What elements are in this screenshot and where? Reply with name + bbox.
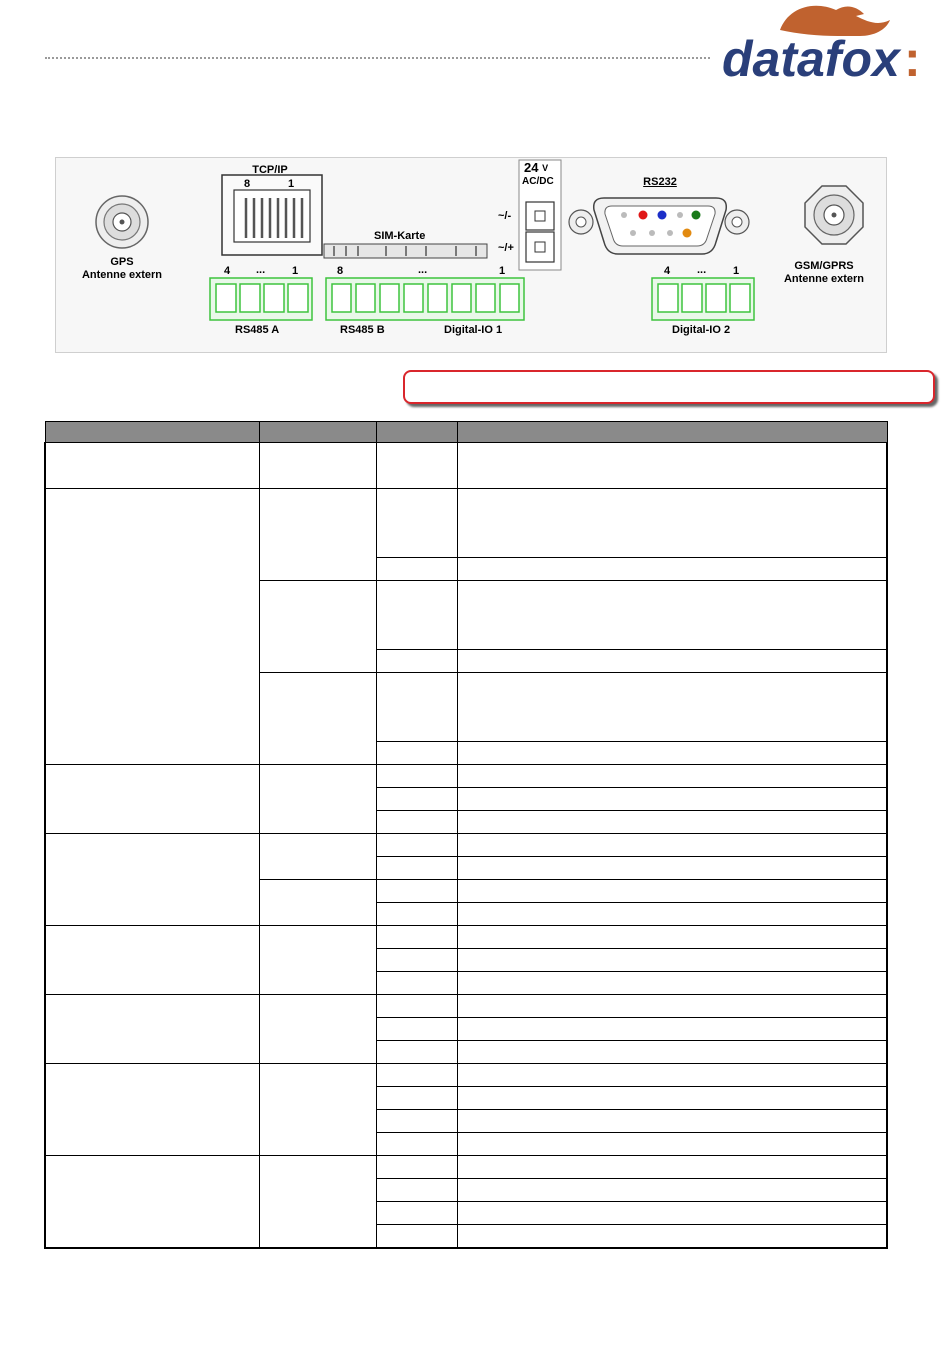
digio2-pin-left: 4 (664, 265, 671, 277)
gps-antenna-icon (96, 196, 148, 248)
logo-text: datafox (722, 31, 900, 87)
ethernet-port-icon (222, 175, 322, 255)
rs485a-pin-left: 4 (224, 265, 231, 277)
gsm-antenna-icon (805, 186, 863, 244)
table-row (45, 995, 887, 1018)
gsm-label: GSM/GPRS (794, 260, 854, 272)
power-voltage-label: 24 $^V$ (524, 160, 549, 175)
header-cell-2 (259, 422, 376, 443)
rs485a-terminal-icon (210, 278, 312, 320)
digital-io2-terminal-icon (652, 278, 754, 320)
digio2-pin-right: 1 (733, 265, 740, 277)
digio1-pin-dots: ... (418, 264, 428, 276)
digital-io1-terminal-icon (326, 278, 524, 320)
table-row (45, 489, 887, 558)
rs485a-label: RS485 A (235, 324, 280, 336)
rs485a-pin-right: 1 (292, 265, 299, 277)
sim-slot-icon (324, 244, 487, 258)
table-row (45, 1156, 887, 1179)
tcpip-label: TCP/IP (252, 164, 288, 176)
rs485a-pin-dots: ... (256, 264, 266, 276)
digio1-pin-left: 8 (337, 265, 344, 277)
tcpip-pin-8-label: 8 (244, 178, 251, 190)
table-row (45, 834, 887, 857)
digio1-pin-right: 1 (499, 265, 506, 277)
header-dotted-rule (45, 57, 710, 59)
power-plus-label: ~/+ (498, 242, 514, 254)
datafox-logo (718, 0, 938, 92)
tcpip-pin-1-label: 1 (288, 178, 295, 190)
table-row (45, 443, 887, 489)
digio2-pin-dots: ... (697, 264, 707, 276)
rs232-connector-icon (569, 198, 749, 254)
table-header-row (45, 422, 887, 443)
header-cell-3 (376, 422, 457, 443)
power-minus-label: ~/- (498, 210, 512, 222)
sim-label: SIM-Karte (374, 230, 426, 242)
header-cell-1 (45, 422, 259, 443)
pin-assignment-table (44, 421, 888, 1249)
rs232-label: RS232 (643, 176, 677, 188)
table-row (45, 765, 887, 788)
digio1-label: Digital-IO 1 (444, 324, 503, 336)
rs485b-label: RS485 B (340, 324, 385, 336)
red-callout-box (403, 370, 935, 404)
gps-sub-label: Antenne extern (81, 269, 163, 281)
logo-colon: : (904, 31, 921, 87)
header-cell-4 (457, 422, 887, 443)
device-connector-panel (55, 157, 887, 353)
table-row (45, 926, 887, 949)
table-row (45, 1064, 887, 1087)
digio2-label: Digital-IO 2 (672, 324, 731, 336)
gps-label: GPS (110, 256, 134, 268)
power-type-label: AC/DC (522, 176, 554, 187)
gsm-sub-label: Antenne extern (783, 273, 865, 285)
